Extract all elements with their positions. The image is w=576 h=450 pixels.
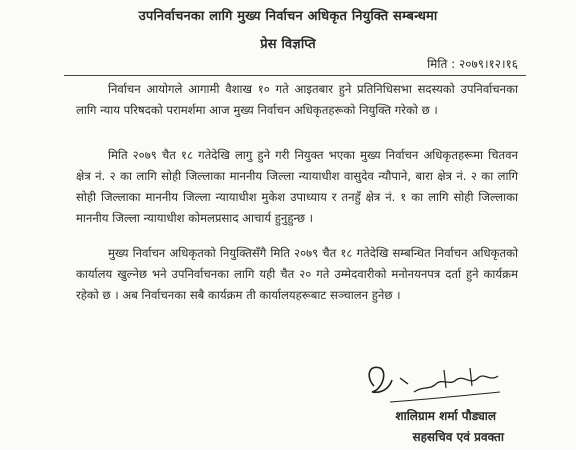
date-line: मिति : २०७९।१२।१६ xyxy=(427,57,518,71)
header-divider xyxy=(64,75,526,76)
document-subtitle: प्रेस विज्ञप्ति xyxy=(260,37,316,52)
signatory-name: शालिग्राम शर्मा पौड्याल xyxy=(395,409,496,423)
paragraph-2-text: मिति २०७९ चैत १८ गतेदेखि लागु हुने गरी नियुक्त भएका मुख्य निर्वाचन अधिकृतहरूमा चितवन क्षेत्र नं. २ का लागि सोही जिल्लाका माननीय जिल्ला न्यायाधीश वासुदेव न्यौपाने, बारा क्षेत्र नं. २ का लागि सोही जिल्लाका माननीय जिल्ला न्यायाधीश मुकेश उपाध्याय र तनहुँ क्षेत्र नं. १ का लागि सोही जिल्लाका माननीय जिल्ला न्यायाधीश कोमलप्रसाद आचार्य हुनुहुन्छ । xyxy=(76,148,518,225)
paragraph-1-text: निर्वाचन आयोगले आगामी वैशाख १० गते आइतबार हुने प्रतिनिधिसभा सदस्यको उपनिर्वाचनका लागि न्याय परिषदको परामर्शमा आज मुख्य निर्वाचन अधिकृतहरूको नियुक्ति गरेको छ । xyxy=(76,82,518,117)
paragraph-3 xyxy=(76,243,518,306)
document-title: उपनिर्वाचनका लागि मुख्य निर्वाचन अधिकृत नियुक्ति सम्बन्धमा xyxy=(138,9,438,24)
paragraph-1 xyxy=(76,79,518,121)
paragraph-2 xyxy=(76,145,518,229)
paragraph-3-text: मुख्य निर्वाचन अधिकृतको नियुक्तिसँगै मिति २०७९ चैत १८ गतेदेखि सम्बन्धित निर्वाचन अधिकृतको कार्यालय खुल्नेछ भने उपनिर्वाचनका लागि यही चैत २० गते उम्मेदवारीको मनोनयनपत्र दर्ता हुने कार्यक्रम रहेको छ । अब निर्वाचनका सबै कार्यक्रम ती कार्यालयहरूबाट सञ्चालन हुनेछ । xyxy=(76,246,518,302)
handwritten-signature xyxy=(360,356,510,411)
signatory-designation: सहसचिव एवं प्रवक्ता xyxy=(412,430,504,444)
